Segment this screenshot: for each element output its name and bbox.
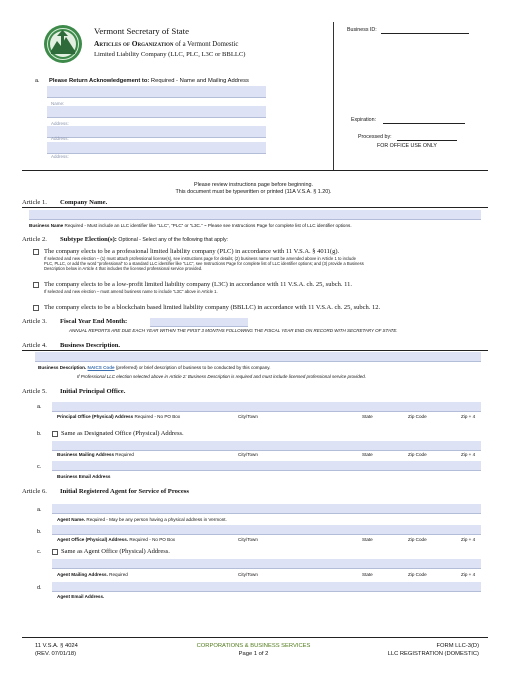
article-6-number: Article 6. [22,488,47,495]
agent-office-city-label: City/Town [238,537,258,542]
ack-letter: a. [35,78,40,84]
office-divider [333,22,334,170]
l3c-checkbox[interactable] [33,282,39,288]
agent-mailing-zip-label: Zip Code [408,572,427,577]
article-5-heading [22,388,125,395]
same-as-designated-label: Same as Designated Office (Physical) Address. [61,430,184,437]
business-mailing-label-bold: Business Mailing Address [57,452,115,457]
plc-note-1: If selected and new election – (1) must attach professional license(s), see instructions page for details; (2) business name must be amended above in Article 1 to include [44,256,356,261]
business-id-label: Business ID: [347,27,377,33]
principal-office-hint: Required - No PO Box [133,414,181,419]
agent-name-label [57,517,227,522]
principal-zip-label: Zip Code [408,414,427,419]
agent-mailing-field[interactable] [52,559,481,569]
article-5-title: Initial Principal Office. [60,388,126,395]
agent-office-state-label: State [362,537,373,542]
mailing-city-label: City/Town [238,452,258,457]
business-name-label [29,223,352,228]
article-1-rule [22,207,488,208]
ack-address2-field[interactable] [47,126,266,138]
footer-form-type: LLC REGISTRATION (DOMESTIC) [387,651,479,657]
agent-office-label-bold: Agent Office (Physical) Address. [57,537,129,542]
agent-mailing-zip4-label: Zip + 4 [461,572,476,577]
principal-state-label: State [362,414,373,419]
footer-division: CORPORATIONS & BUSINESS SERVICES [196,643,311,649]
business-id-line [381,33,469,34]
header-bottom-rule [22,170,488,171]
agent-mailing-state-label: State [362,572,373,577]
l3c-note: If selected and new election – must amend business name to include “L3C” above in Article 1. [44,289,218,294]
article-1-title: Company Name. [60,199,108,206]
article-2-number: Article 2. [22,236,47,243]
business-description-hint: (preferred) or brief description of business to be conducted by this company. [114,365,271,370]
annual-report-note: ANNUAL REPORTS ARE DUE EACH YEAR WITHIN THE FIRST 3 MONTHS FOLLOWING THE FISCAL YEAR END ON RECORD WITH SECRETARY OF STATE. [69,328,398,333]
article-4-heading [22,342,120,349]
agent-name-letter: a. [37,507,42,513]
l3c-option-label: The company elects to be a low-profit limited liability company (L3C) in accordance with 11 V.S.A. ch. 25, subch. 11. [44,281,352,288]
agent-name-hint: Required - May be any person having a physical address in Vermont. [85,517,227,522]
ack-address3-field[interactable] [47,142,266,154]
business-description-field[interactable] [35,352,481,362]
footer-page-number: Page 1 of 2 [238,651,269,657]
agent-mailing-hint: Required [107,572,128,577]
same-as-designated-checkbox[interactable] [52,431,58,437]
article-2-hint: Optional - Select any of the following that apply: [116,237,228,243]
agent-name-field[interactable] [52,504,481,514]
article-1-heading [22,199,107,206]
article-4-rule [22,350,488,351]
principal-office-field[interactable] [52,402,481,412]
plc-note-2: PLC, PLLC, or add the word “professional” to a standard LLC identifier like “LLC”, see Instructions Page for complete list of LLC identifier options; and (3) provide a Business [44,261,364,266]
business-email-label: Business Email Address [57,474,111,479]
form-subtitle-rest: of a Vermont Domestic [173,41,239,48]
bbllc-checkbox[interactable] [33,305,39,311]
processed-by-line [397,140,457,141]
plc-note-3: Description below in Article 4 that includes the licensed professional service provided. [44,266,203,271]
agent-office-zip4-label: Zip + 4 [461,537,476,542]
article-2-title: Subtype Election(s): [60,236,117,243]
agent-email-letter: d. [37,585,42,591]
ack-address1-placeholder: Address: [51,121,69,126]
business-description-label-bold: Business Description. [38,365,87,370]
mailing-zip-label: Zip Code [408,452,427,457]
article-3-heading [22,318,127,325]
agent-office-hint: Required - No PO Box [128,537,176,542]
ack-hint: Required - Name and Mailing Address [149,78,249,84]
same-as-agent-office-label: Same as Agent Office (Physical) Address. [61,548,170,555]
mailing-state-label: State [362,452,373,457]
form-subtitle-2: Limited Liability Company (LLC, PLC, L3C or BBLLC) [94,51,246,58]
principal-office-label [57,414,180,419]
fiscal-month-field[interactable] [150,318,248,327]
business-mailing-field[interactable] [52,441,481,451]
article-1-number: Article 1. [22,199,47,206]
business-mailing-hint: Required [114,452,134,457]
ack-address3-placeholder: Address: [51,154,69,159]
ack-address2-placeholder: Address: [51,136,69,141]
principal-office-letter: a. [37,404,42,410]
agent-email-field[interactable] [52,582,481,592]
expiration-line [383,123,465,124]
agent-office-label [57,537,175,542]
mailing-zip4-label: Zip + 4 [461,452,476,457]
ack-label: Please Return Acknowledgement to: [49,78,150,84]
footer-statute: 11 V.S.A. § 4024 [35,643,78,649]
business-email-letter: c. [37,464,42,470]
page-title: Vermont Secretary of State [94,26,190,36]
article-6-heading [22,488,189,495]
ack-name-placeholder: Name: [51,101,65,106]
business-name-field[interactable] [29,210,481,220]
mailing-address-letter: b. [37,431,42,437]
footer-rule [22,637,488,638]
state-seal [43,24,83,64]
office-use-label: FOR OFFICE USE ONLY [377,143,437,149]
same-as-agent-office-checkbox[interactable] [52,549,58,555]
ack-address1-field[interactable] [47,106,266,118]
agent-mailing-letter: c. [37,549,42,555]
agent-mailing-label [57,572,128,577]
article-2-heading [22,236,228,243]
article-6-title: Initial Registered Agent for Service of Process [60,488,189,495]
expiration-label: Expiration: [351,117,377,123]
principal-city-label: City/Town [238,414,258,419]
article-3-number: Article 3. [22,318,47,325]
principal-office-label-bold: Principal Office (Physical) Address [57,414,134,419]
footer-form-id: FORM LLC-3(D) [436,643,479,649]
notice-line-1: Please review instructions page before beginning. [194,182,313,188]
agent-mailing-label-bold: Agent Mailing Address. [57,572,108,577]
agent-office-zip-label: Zip Code [408,537,427,542]
article-3-title: Fiscal Year End Month: [60,318,128,325]
principal-zip4-label: Zip + 4 [461,414,476,419]
agent-name-label-bold: Agent Name. [57,517,86,522]
footer-revision: (REV. 07/01/18) [35,651,77,657]
article-5-number: Article 5. [22,388,47,395]
agent-office-letter: b. [37,529,42,535]
form-subtitle [94,39,238,48]
business-description-label [38,365,271,370]
agent-email-label: Agent Email Address. [57,594,105,599]
notice-line-2: This document must be typewritten or printed (11A V.S.A. § 1.20). [175,189,332,195]
professional-description-note: If Professional LLC election selected above in Article 2: Business Description is required and must include licensed professional service provided. [77,374,366,379]
plc-checkbox[interactable] [33,249,39,255]
business-email-field[interactable] [52,461,481,471]
article-4-title: Business Description. [60,342,121,349]
business-name-label-bold: Business Name [29,223,64,228]
plc-option-label: The company elects to be a professional limited liability company (PLC) in accordance with 11 V.S.A. § 4011(g). [44,248,340,255]
business-mailing-label [57,452,134,457]
ack-heading [49,78,249,84]
ack-name-field[interactable] [47,86,266,98]
form-subtitle-bold: Articles of Organization [94,39,174,48]
article-4-number: Article 4. [22,342,47,349]
processed-by-label: Processed by: [358,134,392,140]
naics-code-link[interactable]: NAICS Code [87,365,115,370]
bbllc-option-label: The company elects to be a blockchain based limited liability company (BBLLC) in accordance with 11 V.S.A. ch. 25, subch. 12. [44,304,381,311]
business-name-hint: Required - Must include an LLC identifier like “LLC”, “PLC” or “L3C.” ~ Please see Instructions Page for complete list of LLC identifier options. [63,223,352,228]
agent-mailing-city-label: City/Town [238,572,258,577]
agent-office-field[interactable] [52,525,481,535]
